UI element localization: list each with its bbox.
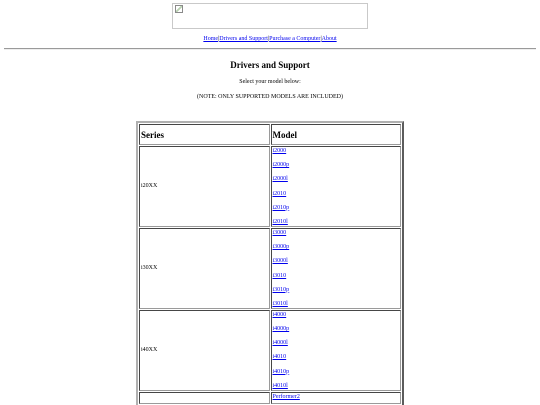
table-row xyxy=(139,228,401,309)
nav-link-about[interactable]: About xyxy=(321,36,337,42)
supported-models-note: (NOTE: ONLY SUPPORTED MODELS ARE INCLUDED) xyxy=(197,94,343,100)
model-link[interactable]: Performer2 xyxy=(272,393,300,400)
nav-link-purchase-a-computer[interactable]: Purchase a Computer xyxy=(269,36,321,42)
model-link[interactable]: i3010l xyxy=(272,300,288,307)
model-link[interactable]: i3010 xyxy=(272,272,287,279)
model-table-body xyxy=(139,146,401,404)
model-link[interactable]: i2010l xyxy=(272,218,288,225)
series-header: Series xyxy=(139,124,270,145)
table-row xyxy=(139,310,401,391)
horizontal-rule xyxy=(4,48,536,50)
model-link[interactable]: i2000l xyxy=(272,176,288,183)
nav-separator: | xyxy=(218,36,220,42)
series-cell: i20XX xyxy=(139,146,270,227)
model-link[interactable]: i4000p xyxy=(272,326,290,333)
series-cell: i30XX xyxy=(139,228,270,309)
top-navigation xyxy=(0,35,540,43)
model-link[interactable]: i3000p xyxy=(272,244,290,251)
page-subtitle: Select your model below: xyxy=(239,79,301,85)
model-cell xyxy=(271,392,402,404)
model-link[interactable]: i4010p xyxy=(272,368,290,375)
model-table xyxy=(136,121,404,405)
nav-link-drivers-and-support[interactable]: Drivers and Support xyxy=(219,36,268,42)
model-cell xyxy=(271,146,402,227)
table-header-row xyxy=(139,124,401,145)
model-header: Model xyxy=(271,124,402,145)
model-cell xyxy=(271,228,402,309)
model-link[interactable]: i3000l xyxy=(272,258,288,265)
broken-image-icon xyxy=(175,5,183,13)
model-link[interactable]: i4010l xyxy=(272,382,288,389)
nav-separator: | xyxy=(267,36,270,42)
nav-separator: | xyxy=(320,36,322,42)
page-title: Drivers and Support xyxy=(230,60,310,70)
model-link[interactable]: i2010p xyxy=(272,204,290,211)
table-row xyxy=(139,392,401,404)
series-cell: i40XX xyxy=(139,310,270,391)
model-link[interactable]: i2010 xyxy=(272,190,287,197)
model-link[interactable]: i4000l xyxy=(272,340,288,347)
model-link[interactable]: i2000p xyxy=(272,162,290,169)
model-cell xyxy=(271,310,402,391)
model-link[interactable]: i3010p xyxy=(272,286,290,293)
model-link[interactable]: i2000 xyxy=(272,148,287,154)
model-link[interactable]: i4010 xyxy=(272,354,287,361)
model-link[interactable]: i4000 xyxy=(272,311,287,318)
nav-link-home[interactable]: Home xyxy=(203,36,219,42)
table-row xyxy=(139,146,401,227)
banner-image[interactable] xyxy=(172,3,368,29)
model-link[interactable]: i3000 xyxy=(272,229,287,236)
series-cell xyxy=(139,392,270,404)
